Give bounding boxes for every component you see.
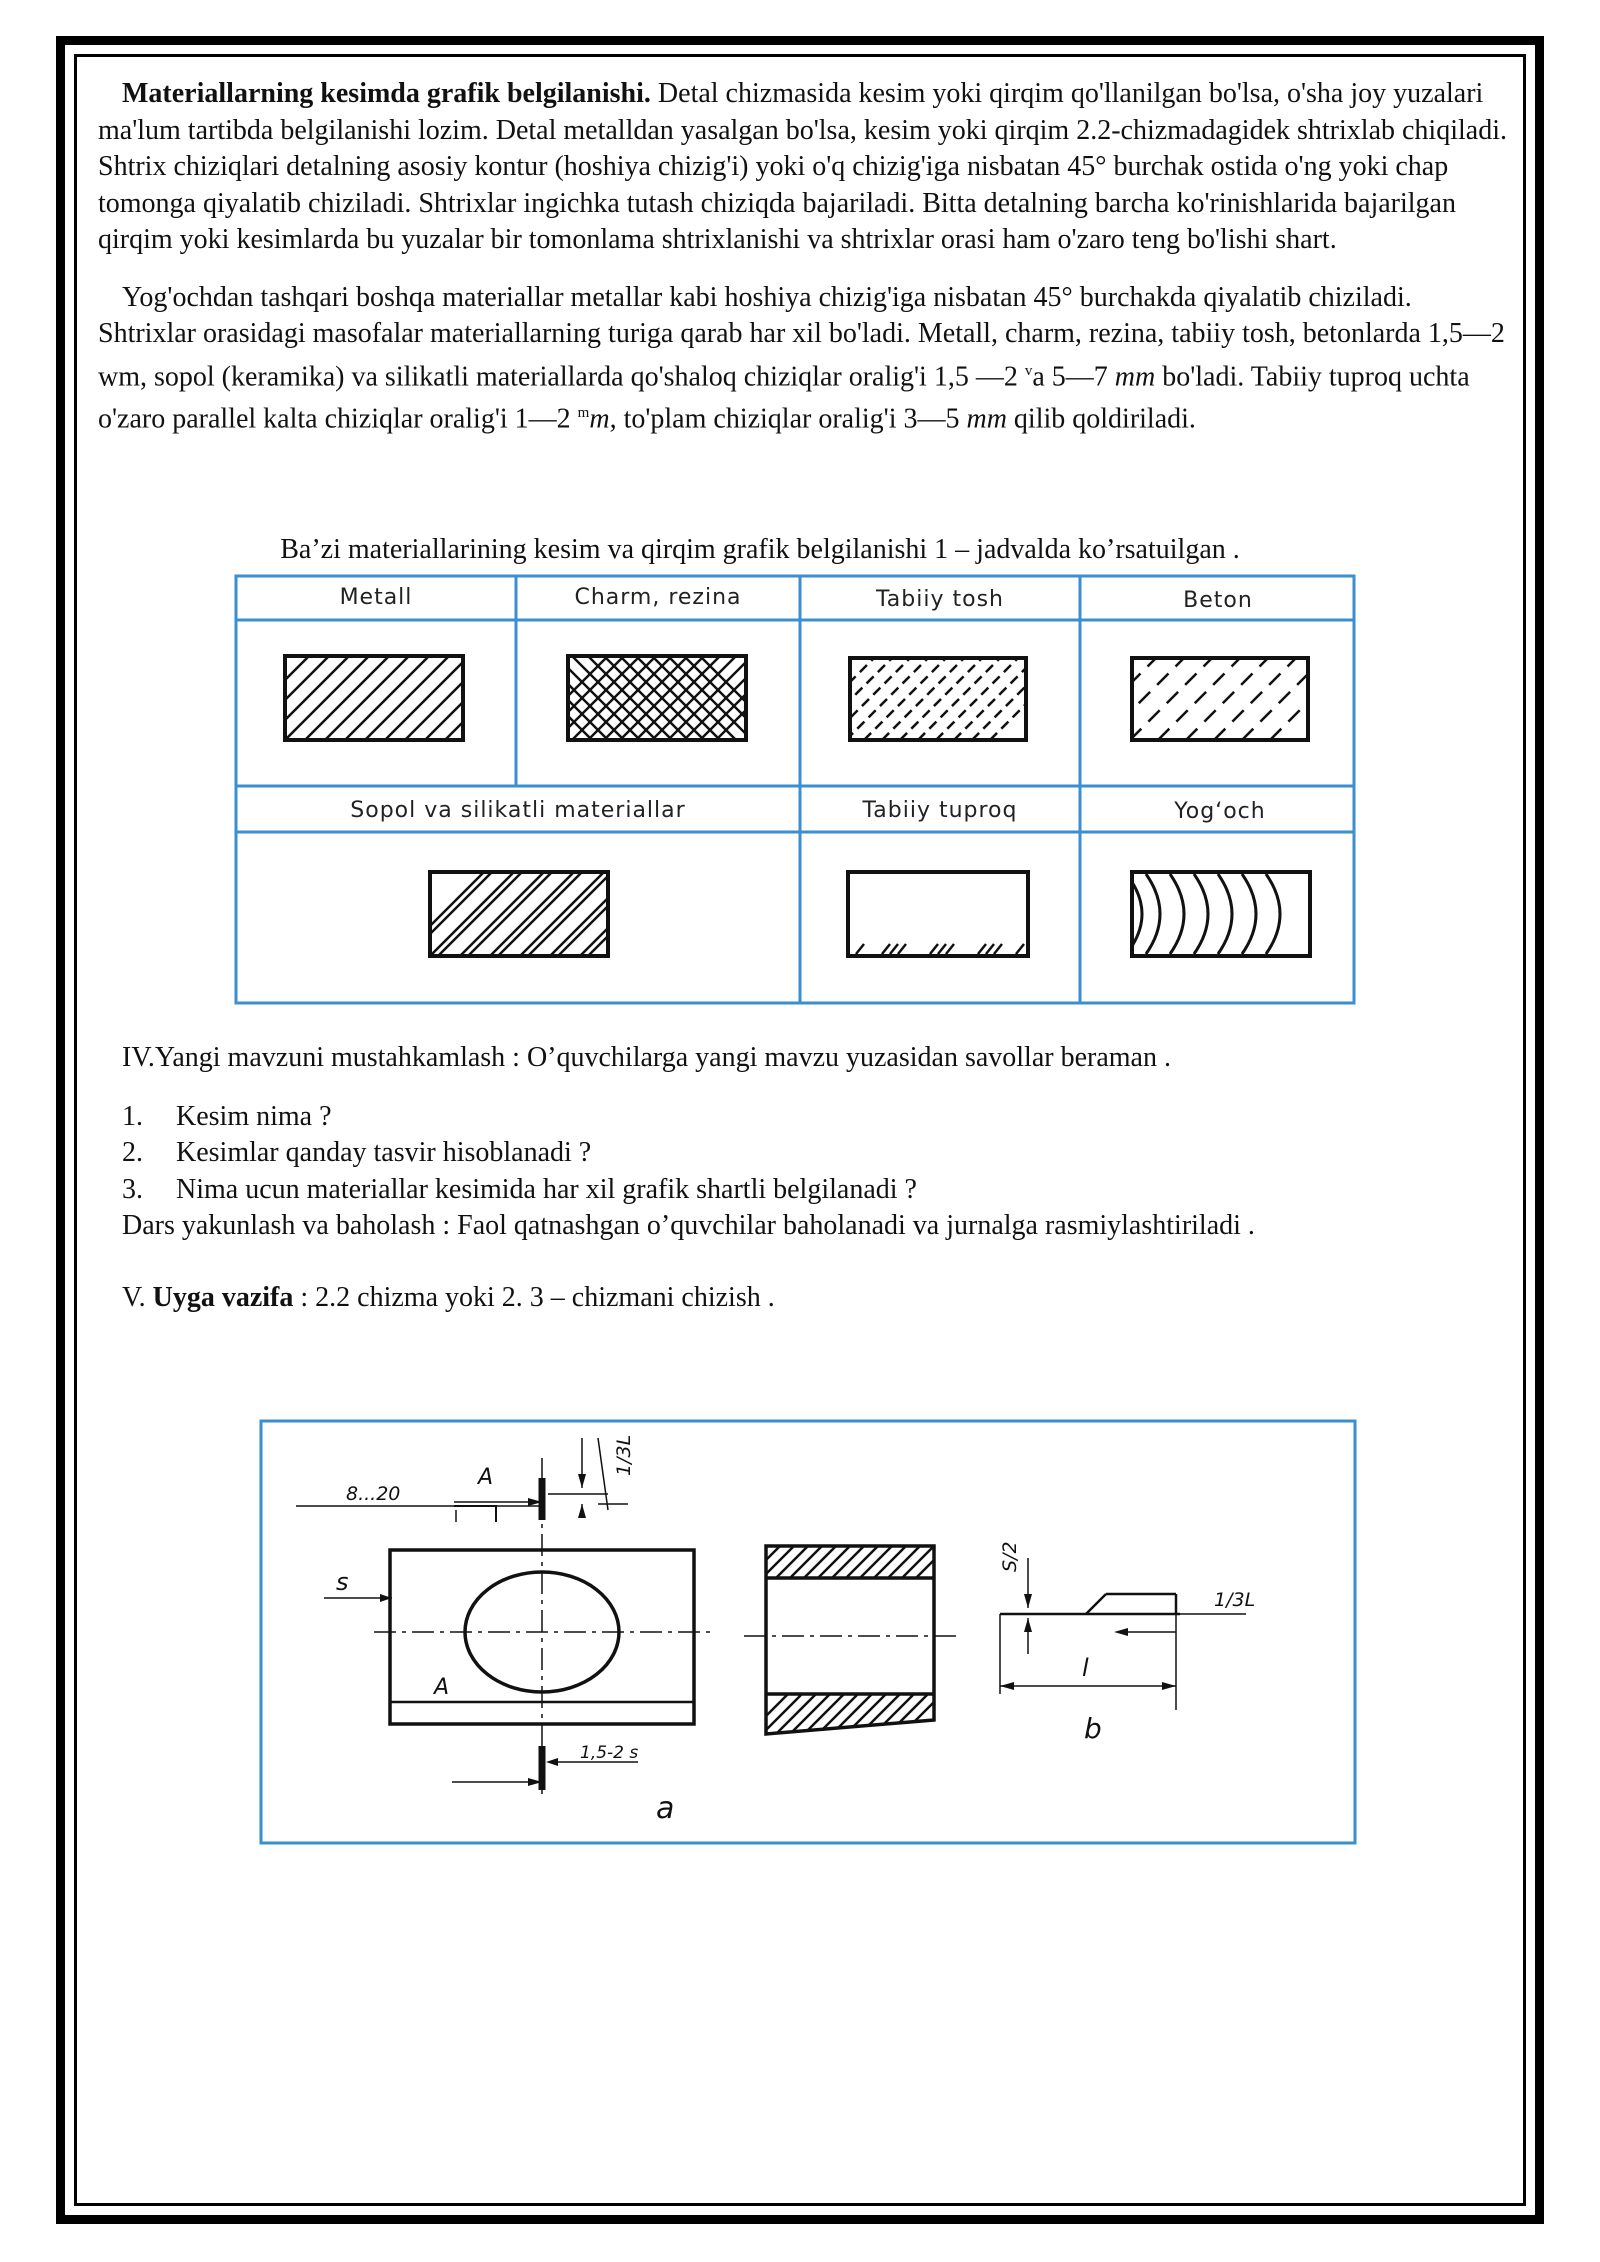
p2-part1: Yog'ochdan tashqari boshqa materiallar metallar kabi hoshiya chizig'iga nisbatan 45° burchakda qiyalatib chiziladi. Shtrixlar orasidagi masofalar materiallarning turiga qarab har xil bo'ladi. Metall, charm, rezina, tabiiy tosh, betonlarda 1,5—2 wm, sopol (keramika) va silikatli materiallarda qo'shaloq chiziqlar oralig'i 1,5 —2 — [98, 281, 1505, 392]
dim-8-20: 8...20 — [346, 1483, 401, 1505]
sopol-hatch-symbol — [400, 872, 672, 956]
technical-drawing — [258, 1418, 1362, 1858]
p2-part3: bo'ladi. Tabiiy tuproq uchta o'zaro parallel kalta chiziqlar oralig'i 1—2 — [98, 360, 1470, 435]
tabiiy-tuproq-symbol — [848, 872, 1028, 956]
dim-1-3l-top: 1/3L — [613, 1434, 635, 1476]
header-tabiiy-tosh: Tabiiy tosh — [876, 587, 1004, 612]
header-yogoch: Yog‘och — [1174, 799, 1266, 824]
p2-mm1: mm — [1114, 360, 1156, 392]
p2-mm3: mm — [966, 403, 1007, 435]
table-grid — [236, 576, 1354, 1003]
p2-sup2: m — [577, 405, 590, 422]
text-content — [98, 76, 1508, 438]
yogoch-symbol — [1132, 872, 1310, 956]
header-sopol: Sopol va silikatli materiallar — [350, 798, 686, 823]
label-a-bottom: A — [434, 1675, 450, 1700]
paragraph-hatch-spacing — [98, 280, 1508, 439]
metall-hatch-symbol — [230, 656, 529, 740]
homework-prefix: V. — [122, 1282, 153, 1313]
table-caption: Ba’zi materiallarining kesim va qirqim grafik belgilanishi 1 – jadvalda ko’rsatuilgan . — [280, 534, 1240, 565]
label-b: b — [1084, 1712, 1102, 1745]
question-item — [122, 1099, 1502, 1136]
header-charm-rezina: Charm, rezina — [574, 585, 742, 610]
question-text: Kesimlar qanday tasvir hisoblanadi ? — [176, 1137, 592, 1168]
header-tabiiy-tuproq: Tabiiy tuproq — [862, 798, 1018, 823]
consolidation-section — [122, 1040, 1502, 1245]
question-text: Nima ucun materiallar kesimida har xil grafik shartli belgilanadi ? — [176, 1173, 917, 1205]
question-item — [122, 1172, 1502, 1209]
paragraph-material-marking — [98, 76, 1508, 259]
question-number: 2. — [122, 1137, 143, 1168]
homework-line — [122, 1282, 775, 1314]
p2-part2: a 5—7 — [1032, 360, 1115, 392]
question-number: 3. — [122, 1173, 143, 1205]
label-l: l — [1082, 1654, 1089, 1682]
header-beton: Beton — [1183, 588, 1253, 613]
p2-sup1: v — [1024, 362, 1033, 379]
label-a-top: A — [478, 1465, 494, 1490]
header-metall: Metall — [339, 585, 413, 610]
question-text: Kesim nima ? — [176, 1100, 332, 1132]
homework-text: : 2.2 chizma yoki 2. 3 – chizmani chizish . — [293, 1282, 775, 1313]
paragraph-body: Detal chizmasida kesim yoki qirqim qo'llanilgan bo'lsa, o'sha joy yuzalari ma'lum tartibda belgilanishi lozim. Detal metalldan yasalgan bo'lsa, kesim yoki qirqim 2.2-chizmadagidek shtrixlab chiqiladi. Shtrix chiziqlari detalning asosiy kontur (hoshiya chizig'i) yoki o'q chizig'iga nisbatan 45° burchak ostida o'ng yoki chap tomonga qiyalatib chiziladi. Shtrixlar ingichka tutash chiziqda bajariladi. Bitta detalning barcha ko'rinishlarida bajarilgan qirqim yoki kesimlarda bu yuzalar bir tomonlama shtrixlanishi va shtrixlar orasi ham o'zaro teng bo'lishi shart. — [98, 78, 1507, 255]
question-number: 1. — [122, 1100, 143, 1132]
label-a: a — [656, 1791, 675, 1826]
tabiiy-tosh-hatch-symbol — [792, 658, 1072, 740]
section-view — [744, 1546, 958, 1734]
consolidation-intro: IV.Yangi mavzuni mustahkamlash : O’quvchilarga yangi mavzu yuzasidan savollar beraman . — [122, 1042, 1171, 1073]
materials-table — [230, 570, 1360, 1010]
p2-mm2: m, — [589, 403, 617, 435]
dim-1-3l-right: 1/3L — [1214, 1589, 1256, 1611]
paragraph-heading: Materiallarning kesimda grafik belgilanishi. — [122, 78, 651, 109]
p2-part4: to'plam chiziqlar oralig'i 3—5 — [616, 403, 967, 435]
beton-hatch-symbol — [1074, 658, 1352, 740]
question-item — [122, 1135, 1502, 1172]
homework-label: Uyga vazifa — [152, 1282, 294, 1313]
label-s: s — [336, 1568, 349, 1596]
charm-rezina-hatch-symbol — [508, 656, 800, 740]
p2-part5: qilib qoldiriladi. — [1006, 403, 1196, 435]
dim-s-2: S/2 — [999, 1541, 1021, 1572]
view-b — [1000, 1558, 1246, 1710]
dim-1-5-2s: 1,5-2 s — [580, 1743, 639, 1763]
lesson-closing: Dars yakunlash va baholash : Faol qatnashgan o’quvchilar baholanadi va jurnalga rasmiylashtiriladi . — [122, 1210, 1255, 1241]
